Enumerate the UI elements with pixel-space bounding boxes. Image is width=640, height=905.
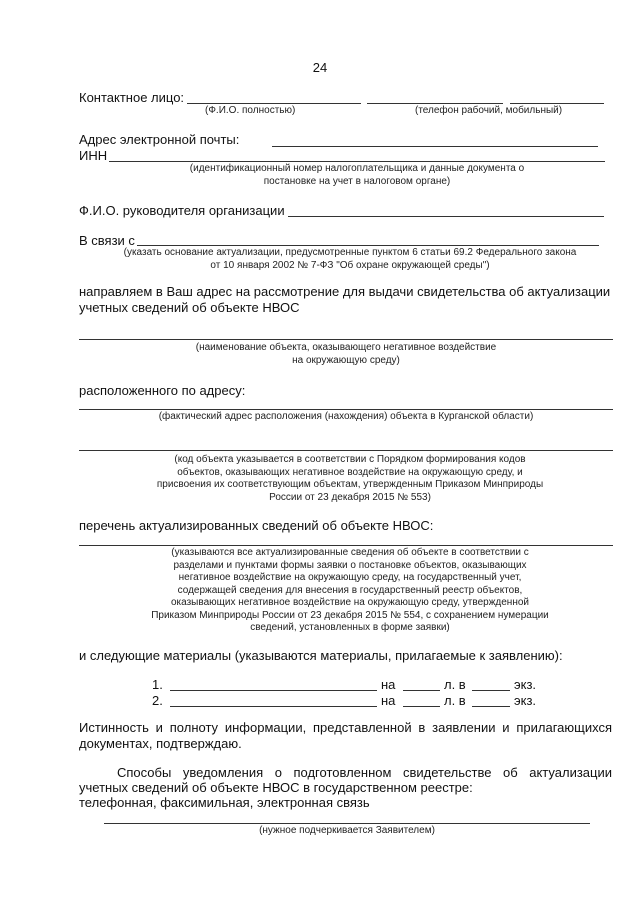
updated-list-caption-line2: разделами и пунктами формы заявки о постановке объектов, оказывающих [173, 559, 527, 571]
inn-caption-line1: (идентификационный номер налогоплательщика и данные документа о [189, 163, 525, 174]
notification-line2: учетных сведений об объекте НВОС в государственном реестре: [79, 780, 473, 795]
confirmation-line2: документах, подтверждаю. [79, 736, 242, 751]
director-name-field[interactable] [288, 216, 604, 217]
updated-list-caption [90, 547, 610, 635]
inn-label: ИНН [79, 148, 108, 163]
updated-list-label: перечень актуализированных сведений об объекте НВОС: [79, 518, 434, 533]
request-paragraph [79, 284, 610, 316]
object-name-field[interactable] [79, 339, 613, 340]
contact-phone-caption: (телефон рабочий, мобильный) [415, 105, 563, 116]
updated-list-caption-line1: (указываются все актуализированные сведения об объекте в соответствии с [171, 547, 529, 558]
material-2-number: 2. [152, 693, 163, 708]
updated-list-caption-line3: негативное воздействие на окружающую среду, на государственный учет, [178, 572, 522, 583]
address-caption: (фактический адрес расположения (нахождения) объекта в Курганской области) [158, 411, 534, 422]
material-1-on-label: на [381, 677, 396, 692]
reason-caption-line2: от 10 января 2002 № 7-ФЗ "Об охране окружающей среды") [210, 259, 490, 271]
material-2-name-field[interactable] [170, 706, 377, 707]
updated-list-caption-line4: содержащей сведения для внесения в государственный реестр объектов, [177, 584, 523, 596]
contact-phone-work-field[interactable] [367, 103, 503, 104]
object-code-field[interactable] [79, 450, 613, 451]
materials-label: и следующие материалы (указываются материалы, прилагаемые к заявлению): [79, 648, 563, 663]
reason-caption-line1: (указать основание актуализации, предусмотренные пунктом 6 статьи 69.2 Федерального закона [123, 247, 577, 258]
object-name-caption-line2: на окружающую среду) [292, 354, 400, 366]
reason-caption [90, 247, 610, 272]
confirmation-line1: Истинность и полноту информации, представленной в заявлении и прилагающихся [79, 720, 612, 735]
reason-label: В связи с [79, 233, 135, 248]
inn-caption [109, 163, 605, 188]
page-number: 24 [312, 60, 328, 75]
notification-line3[interactable]: телефонная, факсимильная, электронная связь [79, 795, 370, 810]
contact-label: Контактное лицо: [79, 90, 185, 105]
request-line1: направляем в Ваш адрес на рассмотрение для выдачи свидетельства об актуализации [79, 284, 611, 299]
material-2-copies-label: экз. [514, 693, 537, 708]
material-1-sheets-field[interactable] [403, 690, 440, 691]
updated-list-field[interactable] [79, 545, 613, 546]
object-name-caption-line1: (наименование объекта, оказывающего негативное воздействие [195, 342, 497, 353]
email-label: Адрес электронной почты: [79, 132, 240, 147]
reason-field[interactable] [137, 245, 599, 246]
address-field[interactable] [79, 409, 613, 410]
material-1-copies-label: экз. [514, 677, 537, 692]
object-code-caption-line1: (код объекта указывается в соответствии с Порядком формирования кодов [174, 454, 526, 465]
notification-paragraph [79, 765, 612, 810]
material-1-name-field[interactable] [170, 690, 377, 691]
material-2-copies-field[interactable] [472, 706, 510, 707]
contact-name-caption: (Ф.И.О. полностью) [205, 105, 296, 116]
address-label: расположенного по адресу: [79, 383, 246, 398]
object-code-caption-line2: объектов, оказывающих негативное воздействие на окружающую среду, и [177, 466, 523, 478]
contact-name-field[interactable] [187, 103, 361, 104]
updated-list-caption-line6: Приказом Минприроды России от 23 декабря 2015 № 554, с сохранением нумерации [151, 609, 549, 621]
director-label: Ф.И.О. руководителя организации [79, 203, 285, 218]
confirmation-paragraph [79, 720, 612, 752]
notification-field[interactable] [104, 823, 590, 824]
inn-caption-line2: постановке на учет в налоговом органе) [263, 175, 451, 187]
object-code-caption-line3: присвоения их соответствующим объектам, утвержденным Приказом Минприроды [156, 479, 544, 490]
inn-field[interactable] [109, 161, 605, 162]
material-2-on-label: на [381, 693, 396, 708]
material-2-sheets-field[interactable] [403, 706, 440, 707]
updated-list-caption-line5: оказывающих негативное воздействие на окружающую среду, утвержденной [170, 597, 529, 608]
notification-line1: Способы уведомления о подготовленном свидетельстве об актуализации [117, 765, 612, 780]
contact-phone-mobile-field[interactable] [510, 103, 604, 104]
material-1-copies-field[interactable] [472, 690, 510, 691]
object-code-caption [90, 454, 610, 504]
updated-list-caption-line7: сведений, установленных в форме заявки) [250, 622, 450, 633]
material-1-sheets-label: л. в [444, 677, 466, 692]
object-code-caption-line4: России от 23 декабря 2015 № 553) [269, 491, 431, 503]
material-1-number: 1. [152, 677, 163, 692]
material-2-sheets-label: л. в [444, 693, 466, 708]
email-field[interactable] [272, 146, 598, 147]
object-name-caption [79, 342, 613, 367]
notification-caption: (нужное подчеркивается Заявителем) [259, 825, 435, 836]
request-line2: учетных сведений об объекте НВОС [79, 300, 300, 315]
